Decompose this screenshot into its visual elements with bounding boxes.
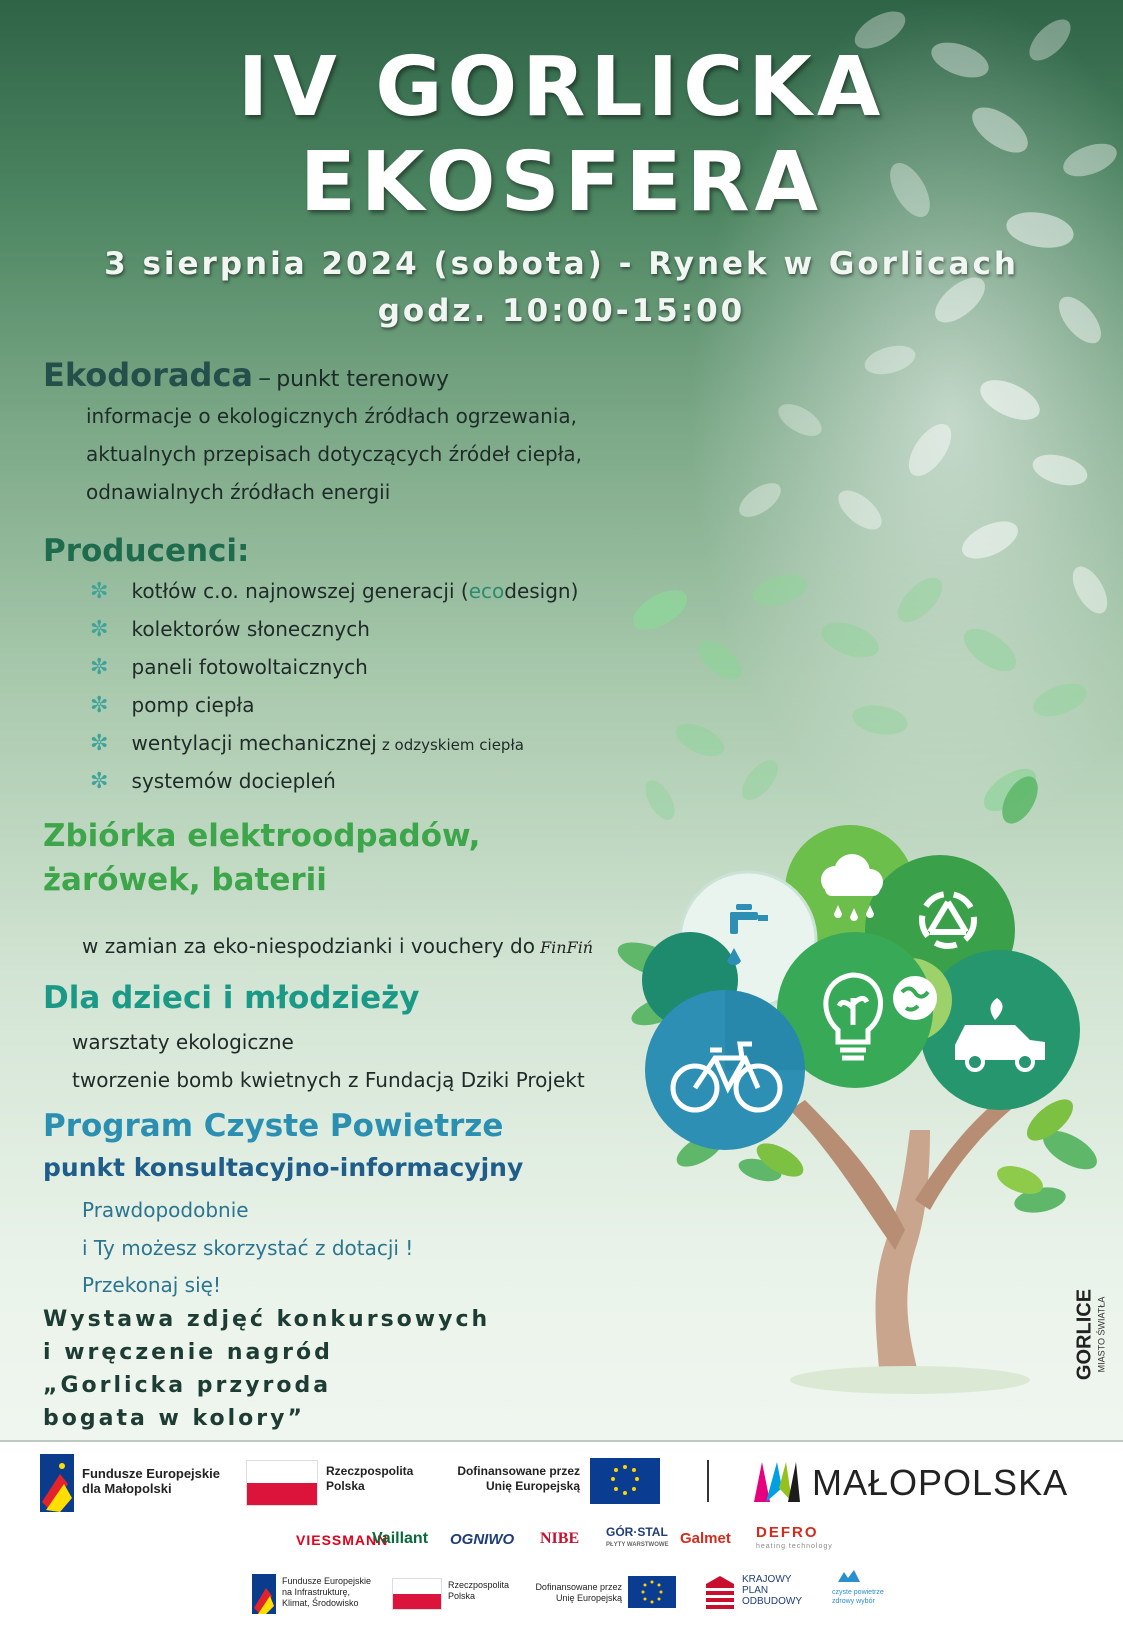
malopolska-m-icon <box>752 1458 802 1502</box>
kpo-text: KRAJOWY PLAN ODBUDOWY <box>742 1574 802 1607</box>
producenci-item: ✼ pomp ciepła <box>90 693 255 718</box>
asterisk-icon: ✼ <box>90 617 109 642</box>
gorlice-logo: GORLICE MIASTO ŚWIATŁA <box>1073 1288 1107 1381</box>
sponsor-viessmann: VIESSMANN <box>296 1532 389 1548</box>
program-line: i Ty możesz skorzystać z dotacji ! <box>82 1236 414 1260</box>
eco-tree-illustration <box>630 820 1100 1400</box>
ekodoradca-dash: – <box>258 363 272 393</box>
program-subheading: punkt konsultacyjno-informacyjny <box>43 1153 524 1182</box>
zbiorka-heading-line2: żarówek, baterii <box>43 862 327 898</box>
event-title-line2: EKOSFERA <box>299 135 824 230</box>
eu-flag-icon <box>590 1458 660 1504</box>
sponsor-gorstal: GÓR·STAL PŁYTY WARSTWOWE <box>606 1525 669 1548</box>
czyste-powietrze-icon <box>836 1568 862 1584</box>
wystawa-line: i wręczenie nagród <box>43 1340 333 1365</box>
eu-flag-small-icon <box>628 1576 676 1608</box>
ekodoradca-line: aktualnych przepisach dotyczących źródeł ciepła, <box>86 442 583 466</box>
asterisk-icon: ✼ <box>90 693 109 718</box>
producenci-item: ✼ wentylacji mechanicznej z odzyskiem ciepła <box>90 731 524 756</box>
rp-text: Rzeczpospolita Polska <box>326 1464 414 1493</box>
footer-separator <box>707 1460 709 1502</box>
program-line: Prawdopodobnie <box>82 1198 249 1222</box>
kpo-logo-icon <box>704 1574 736 1610</box>
zbiorka-text-row <box>82 934 593 958</box>
malopolska-text: MAŁOPOLSKA <box>812 1462 1069 1503</box>
producenci-item: ✼ systemów dociepleń <box>90 769 336 794</box>
sponsor-nibe: NIBE <box>540 1530 580 1547</box>
wystawa-line: Wystawa zdjęć konkursowych <box>43 1307 491 1332</box>
wystawa-line: „Gorlicka przyroda <box>43 1373 332 1398</box>
program-heading: Program Czyste Powietrze <box>43 1108 504 1144</box>
ue-small-text: Dofinansowane przez Unię Europejską <box>535 1582 622 1603</box>
footer <box>0 1442 1123 1625</box>
producenci-heading: Producenci: <box>43 533 250 569</box>
asterisk-icon: ✼ <box>90 579 109 604</box>
czyste-powietrze-text: czyste powietrze zdrowy wybór <box>832 1589 884 1605</box>
sponsor-defro: DEFRO heating technology <box>756 1524 833 1550</box>
zbiorka-text: w zamian za eko-niespodzianki i vouchery do <box>82 934 535 958</box>
event-date-location: 3 sierpnia 2024 (sobota) - Rynek w Gorlicach <box>104 246 1019 282</box>
ekodoradca-heading-row <box>43 356 449 394</box>
producenci-item: ✼ kolektorów słonecznych <box>90 617 370 642</box>
asterisk-icon: ✼ <box>90 655 109 680</box>
dzieci-line: tworzenie bomb kwietnych z Fundacją Dziki Projekt <box>72 1068 585 1092</box>
dzieci-heading: Dla dzieci i młodzieży <box>43 980 420 1016</box>
ue-text: Dofinansowane przez Unię Europejską <box>457 1464 580 1493</box>
globe-icon <box>893 976 937 1020</box>
program-line: Przekonaj się! <box>82 1273 221 1297</box>
event-hours: godz. 10:00-15:00 <box>377 293 746 329</box>
ekodoradca-tagline: punkt terenowy <box>276 367 450 392</box>
ekodoradca-heading: Ekodoradca <box>43 356 253 394</box>
poland-flag-small-icon <box>392 1578 442 1610</box>
asterisk-icon: ✼ <box>90 731 109 756</box>
asterisk-icon: ✼ <box>90 769 109 794</box>
poland-flag-icon <box>246 1460 318 1506</box>
dzieci-line: warsztaty ekologiczne <box>72 1030 294 1054</box>
producenci-item: ✼ paneli fotowoltaicznych <box>90 655 368 680</box>
sponsor-galmet: Galmet <box>680 1530 731 1547</box>
finfin-logo: FinFiń <box>540 938 594 957</box>
ekodoradca-line: odnawialnych źródłach energii <box>86 480 391 504</box>
ekodoradca-line: informacje o ekologicznych źródłach ogrzewania, <box>86 404 578 428</box>
zbiorka-heading-line1: Zbiórka elektroodpadów, <box>43 818 481 854</box>
rp-small-text: Rzeczpospolita Polska <box>448 1580 510 1601</box>
wystawa-line: bogata w kolory” <box>43 1406 305 1431</box>
fe-malopolska-text: Fundusze Europejskie dla Małopolski <box>82 1466 220 1496</box>
event-title-line1: IV GORLICKA <box>237 40 886 135</box>
fe-logo-icon <box>40 1454 74 1512</box>
sponsor-ogniwo: OGNIWO <box>450 1531 515 1548</box>
sponsor-vaillant: Vaillant <box>372 1530 429 1547</box>
fe-infrastruktura-text: Fundusze Europejskie na Infrastrukturę, Klimat, Środowisko <box>282 1576 372 1608</box>
fe-infrastruktura-logo-icon <box>252 1574 276 1614</box>
producenci-item: ✼ kotłów c.o. najnowszej generacji (ecodesign) <box>90 579 579 604</box>
